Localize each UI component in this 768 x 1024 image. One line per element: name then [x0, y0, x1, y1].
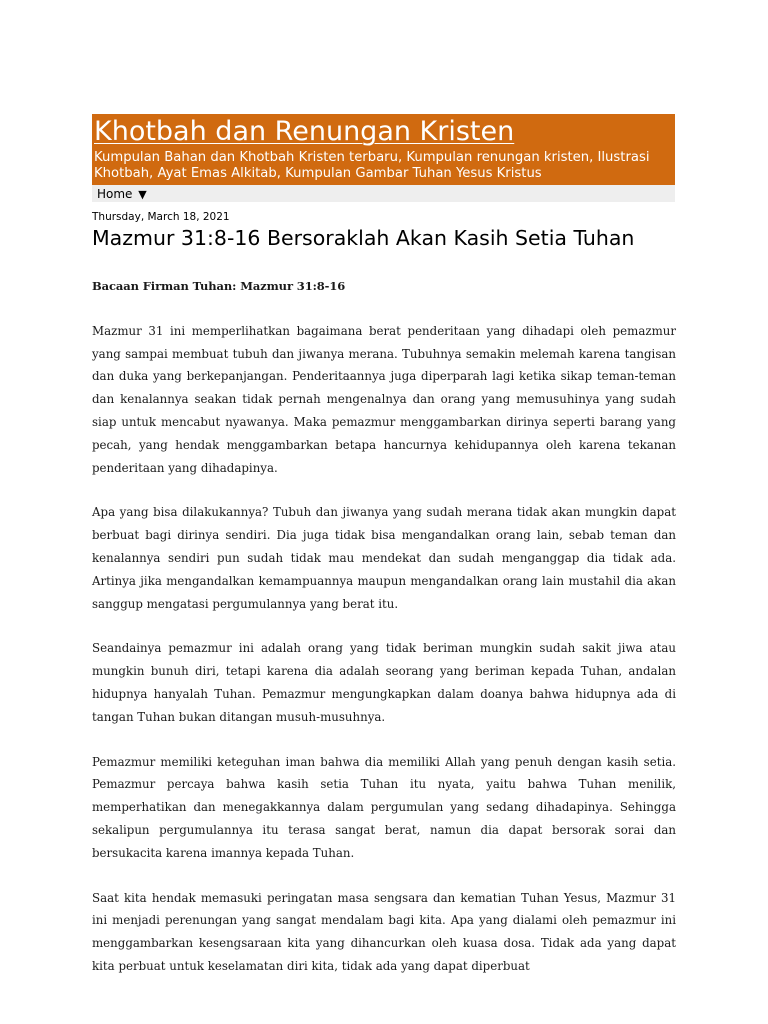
home-menu-button[interactable] [97, 186, 147, 203]
post-date: Thursday, March 18, 2021 [92, 211, 230, 223]
chevron-down-icon: ▼ [138, 188, 147, 201]
post-title: Mazmur 31:8-16 Bersoraklah Akan Kasih Setia Tuhan [92, 226, 635, 250]
post-paragraph: Pemazmur memiliki keteguhan iman bahwa dia memiliki Allah yang penuh dengan kasih setia. Pemazmur percaya bahwa kasih setia Tuhan itu nyata, yaitu bahwa Tuhan menilik, memperhatikan dan menegakkannya dalam pergumulan yang sedang dihadapinya. Sehingga sekalipun pergumulannya itu terasa sangat berat, namun dia dapat bersorak sorai dan bersukacita karena imannya kepada Tuhan. [92, 754, 676, 860]
nav-bar [92, 185, 675, 202]
post-paragraph: Apa yang bisa dilakukannya? Tubuh dan jiwanya yang sudah merana tidak akan mungkin dapat berbuat bagi dirinya sendiri. Dia juga tidak bisa mengandalkan orang lain, sebab teman dan kenalannya sendiri pun sudah tidak mau mendekat dan sudah menganggap dia tidak ada. Artinya jika mengandalkan kemampuannya maupun mengandalkan orang lain mustahil dia akan sanggup mengatasi pergumulannya yang berat itu. [92, 505, 676, 611]
scripture-reading: Bacaan Firman Tuhan: Mazmur 31:8-16 [92, 279, 346, 293]
blog-header [92, 114, 675, 185]
post-paragraph: Mazmur 31 ini memperlihatkan bagaimana berat penderitaan yang dihadapi oleh pemazmur yang sampai membuat tubuh dan jiwanya merana. Tubuhnya semakin melemah karena tangisan dan duka yang berkepanjangan. Penderitaannya juga diperparah lagi ketika sikap teman-teman dan kenalannya seakan tidak pernah mengenalnya dan orang yang memusuhinya yang sudah siap untuk mencabut nyawanya. Maka pemazmur menggambarkan dirinya seperti barang yang pecah, yang hendak menggambarkan betapa hancurnya kehidupannya oleh karena tekanan penderitaan yang dihadapinya. [92, 323, 676, 475]
blog-description: Kumpulan Bahan dan Khotbah Kristen terbaru, Kumpulan renungan kristen, Ilustrasi Khotbah, Ayat Emas Alkitab, Kumpulan Gambar Tuhan Yesus Kristus [94, 150, 650, 181]
post-body [92, 275, 676, 1000]
blog-title-link[interactable]: Khotbah dan Renungan Kristen [94, 116, 515, 147]
post-paragraph: Saat kita hendak memasuki peringatan masa sengsara dan kematian Tuhan Yesus, Mazmur 31 ini menjadi perenungan yang sangat mendalam bagi kita. Apa yang dialami oleh pemazmur ini menggambarkan kesengsaraan kita yang dihancurkan oleh kuasa dosa. Tidak ada yang dapat kita perbuat untuk keselamatan diri kita, tidak ada yang dapat diperbuat [92, 890, 676, 973]
home-menu-label: Home [97, 187, 133, 201]
post-paragraph: Seandainya pemazmur ini adalah orang yang tidak beriman mungkin sudah sakit jiwa atau mungkin bunuh diri, tetapi karena dia adalah seorang yang beriman kepada Tuhan, andalan hidupnya hanyalah Tuhan. Pemazmur mengungkapkan dalam doanya bahwa hidupnya ada di tangan Tuhan bukan ditangan musuh-musuhnya. [92, 641, 676, 724]
